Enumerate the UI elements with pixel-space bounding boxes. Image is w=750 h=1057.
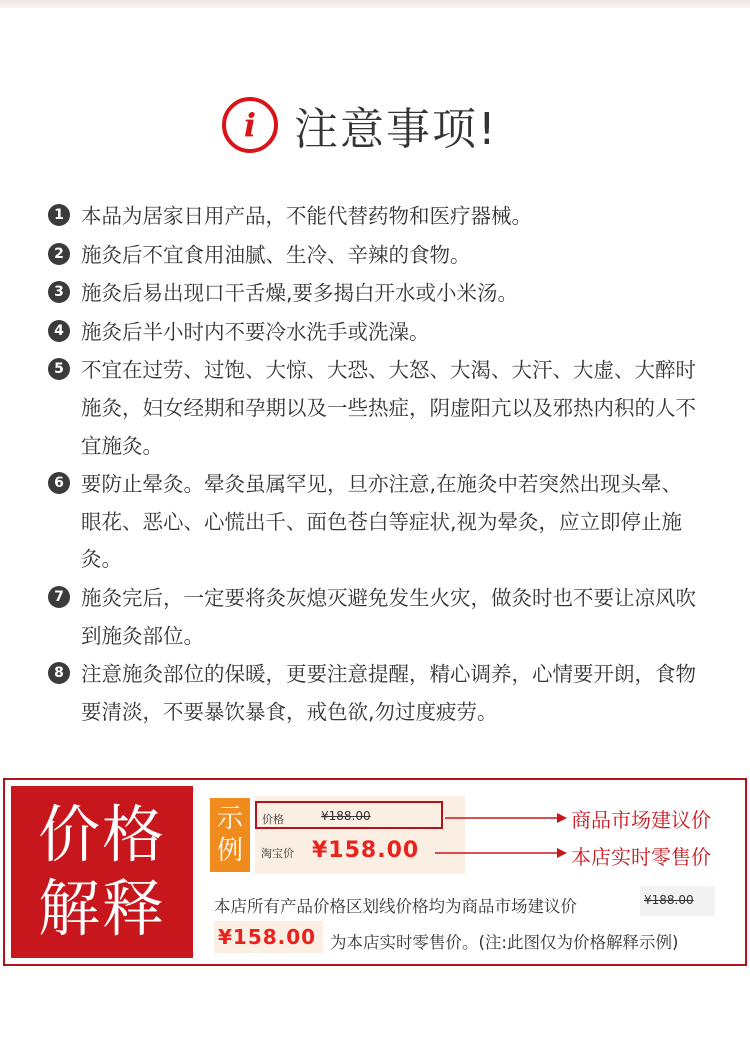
note-item <box>48 314 708 352</box>
info-icon: i <box>222 97 278 153</box>
example-tag-char-2: 例 <box>216 836 243 866</box>
price-title-line-2: 解释 <box>37 872 166 945</box>
top-gradient-bar <box>0 0 750 8</box>
demo-taobao-label: 淘宝价 <box>261 847 294 860</box>
number-badge-icon: 7 <box>48 586 70 608</box>
note-item <box>48 656 708 731</box>
note-item <box>48 198 708 236</box>
note-text: 施灸后半小时内不要冷水洗手或洗澡。 <box>81 319 430 344</box>
number-badge-icon: 6 <box>48 472 70 494</box>
number-badge-icon: 4 <box>48 320 70 342</box>
explanation-strike-price: ¥188.00 <box>644 893 694 907</box>
note-item <box>48 237 708 275</box>
number-badge-icon: 1 <box>48 204 70 226</box>
note-text: 注意施灸部位的保暖，更要注意提醒，精心调养，心情要开朗，食物要清淡，不要暴饮暴食，戒色欲,勿过度疲劳。 <box>81 662 696 724</box>
note-text: 施灸后不宜食用油腻、生冷、辛辣的食物。 <box>81 242 471 267</box>
number-badge-icon: 2 <box>48 243 70 265</box>
price-title-line-1: 价格 <box>37 798 166 871</box>
example-tag <box>210 798 250 872</box>
note-text: 本品为居家日用产品，不能代替药物和医疗器械。 <box>81 204 532 228</box>
explanation-text-2: 为本店实时零售价。(注:此图仅为价格解释示例) <box>330 933 679 952</box>
explanation-text-1: 本店所有产品价格区划线价格均为商品市场建议价 <box>214 897 577 916</box>
example-tag-char-1: 示 <box>216 804 243 834</box>
note-text: 施灸后易出现口干舌燥,要多揭白开水或小米汤。 <box>81 281 519 306</box>
callout-store-price: 本店实时零售价 <box>571 845 711 869</box>
demo-price-label: 价格 <box>262 813 284 826</box>
number-badge-icon: 8 <box>48 662 70 684</box>
demo-sale-price: ¥158.00 <box>312 838 420 863</box>
number-badge-icon: 5 <box>48 358 70 380</box>
demo-strike-price: ¥188.00 <box>321 809 371 823</box>
note-item <box>48 466 708 579</box>
number-badge-icon: 3 <box>48 281 70 303</box>
note-item <box>48 352 708 465</box>
explanation-sale-price: ¥158.00 <box>218 925 317 949</box>
note-text: 不宜在过劳、过饱、大惊、大恐、大怒、大渴、大汗、大虚、大醉时施灸，妇女经期和孕期以及一些热症，阴虚阳亢以及邪热内积的人不宜施灸。 <box>81 358 696 458</box>
arrow-right-icon <box>445 812 567 824</box>
note-item <box>48 275 708 313</box>
note-text: 要防止晕灸。晕灸虽属罕见，旦亦注意,在施灸中若突然出现头晕、眼花、恶心、心慌出千、面色苍白等症状,视为晕灸，应立即停止施灸。 <box>81 472 683 572</box>
notice-header <box>222 95 498 155</box>
note-item <box>48 580 708 655</box>
note-text: 施灸完后，一定要将灸灰熄灭避免发生火灾，做灸时也不要让凉风吹到施灸部位。 <box>81 585 696 648</box>
callout-market-price: 商品市场建议价 <box>571 808 711 832</box>
notes-list <box>48 198 708 732</box>
arrow-right-icon <box>435 847 567 859</box>
page-title: 注意事项! <box>294 104 498 155</box>
price-explanation-box <box>3 778 747 966</box>
price-explanation-title <box>11 786 193 958</box>
